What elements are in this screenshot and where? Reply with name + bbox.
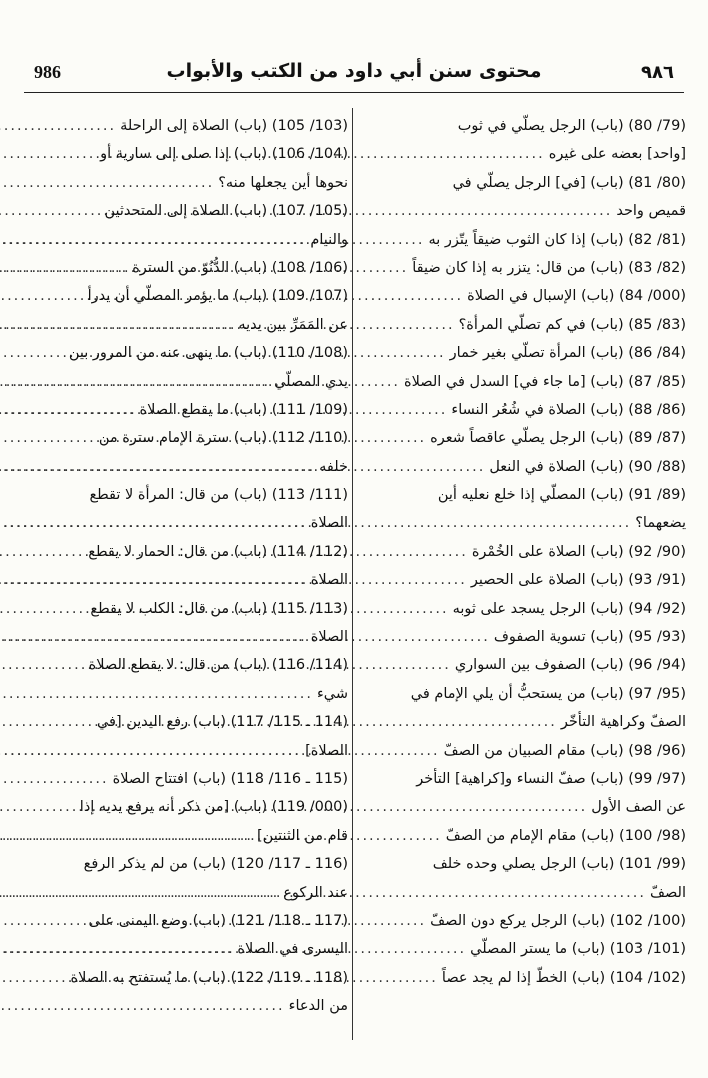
toc-entry-text: (96/ 98) (باب) مقام الصبيان من الصفّ [443, 742, 686, 759]
toc-entry-text: (118 ـ 119/ 122) (باب) ما يُستفتح به الصلاة [70, 969, 348, 986]
toc-entry-text: (83/ 85) (باب) في كم تصلّي المرأة؟ [458, 316, 686, 333]
leader-dots [0, 566, 311, 594]
toc-entry-line [36, 566, 348, 594]
toc-entry-line [356, 623, 686, 651]
toc-entry-text: (81/ 82) (باب) إذا كان الثوب ضيقاً يتّزر به [428, 231, 686, 248]
toc-entry-line [356, 311, 686, 339]
toc-entry-text: [واحد] بعضه على غيره [548, 146, 686, 163]
toc-entry-line [36, 964, 348, 992]
toc-entry-line [356, 595, 686, 623]
toc-entry-text: (80/ 81) (باب) [في] الرجل يصلّي في [452, 174, 686, 191]
toc-entry-text: (95/ 97) (باب) من يستحبُّ أن يلي الإمام في [410, 685, 686, 702]
toc-entry-text: (102/ 104) (باب) الخطّ إذا لم يجد عصاً [441, 969, 686, 986]
toc-entry-line [36, 311, 348, 339]
toc-entry-line [356, 481, 686, 509]
toc-entry-text: (116 ـ 117/ 120) (باب) من لم يذكر الرفع [83, 856, 348, 873]
toc-entry-text: (101/ 103) (باب) ما يستر المصلّي [470, 941, 686, 958]
toc-entry-line [356, 964, 686, 992]
toc-entry-line [356, 793, 686, 821]
toc-entry-text: يضعهما؟ [635, 515, 686, 532]
toc-entry-line [356, 509, 686, 537]
page-number-arabic: ٩٨٦ [641, 62, 674, 83]
toc-entry-line [36, 140, 348, 168]
toc-entry-text: (98/ 100) (باب) مقام الإمام من الصفّ [445, 827, 686, 844]
toc-entry-text: (90/ 92) (باب) الصلاة على الخُمْرة [471, 543, 686, 560]
toc-entry-line [356, 396, 686, 424]
toc-entry-line [356, 538, 686, 566]
toc-entry-line [356, 339, 686, 367]
toc-entry-line [356, 850, 686, 878]
toc-entry-text: يدي المصلّي [274, 373, 348, 390]
toc-entry-text: (103/ 105) (باب) الصلاة إلى الراحلة [120, 118, 348, 134]
toc-entry-text: (117 ـ 118/ 121) (باب) وضع اليمنى على [88, 912, 348, 929]
toc-entry-text: (114 ـ 115/ 117) (باب) رفع اليدين [في [96, 714, 348, 731]
toc-entry-text: (115 ـ 116/ 118) (باب) افتتاح الصلاة [112, 770, 348, 787]
toc-entry-line [36, 680, 348, 708]
toc-entry-text: والنيام [310, 231, 348, 248]
toc-entry-text: (110/ 112) (باب) سترة الإمام سترة من [98, 430, 348, 447]
toc-entry-line [36, 538, 348, 566]
toc-entry-line [36, 793, 348, 821]
toc-entry-text: خلفه [319, 458, 348, 475]
toc-entry-text: (105/ 107) (باب) الصلاة إلى المتحدثين [104, 203, 348, 220]
toc-entry-text: قميص واحد [616, 203, 686, 220]
toc-entry-line [36, 197, 348, 225]
toc-entry-text: (89/ 91) (باب) المصلّي إذا خلع نعليه أين [437, 487, 686, 504]
toc-entry-line [36, 282, 348, 310]
toc-entry-text: (92/ 94) (باب) الرجل يسجد على ثوبه [452, 600, 686, 617]
toc-entry-text: الصلاة [310, 629, 348, 646]
toc-entry-text: (000/ 84) (باب) الإسبال في الصلاة [467, 288, 686, 305]
toc-entry-line [36, 509, 348, 537]
toc-entry-line [36, 765, 348, 793]
toc-entry-line [356, 935, 686, 963]
toc-entry-line [356, 197, 686, 225]
toc-entry-text: (100/ 102) (باب) الرجل يركع دون الصفّ [430, 912, 686, 929]
leader-dots [0, 879, 283, 907]
toc-entry-line [36, 339, 348, 367]
toc-entry-text: عند الركوع [283, 884, 348, 901]
toc-entry-line [356, 282, 686, 310]
toc-entry-line [36, 226, 348, 254]
leader-dots [0, 737, 305, 765]
leader-dots [0, 311, 238, 339]
toc-entry-line [36, 850, 348, 878]
leader-dots [0, 453, 319, 481]
toc-entry-text: (91/ 93) (باب) الصلاة على الحصير [470, 572, 686, 589]
toc-entry-text: (79/ 80) (باب) الرجل يصلّي في ثوب [457, 118, 686, 134]
toc-entry-text: (109/ 111) (باب) ما يقطع الصلاة [139, 401, 348, 418]
toc-entry-text: نحوها أين يجعلها منه؟ [218, 174, 348, 191]
toc-entry-text: الصلاة [310, 572, 348, 589]
toc-entry-line [36, 453, 348, 481]
leader-dots [0, 396, 140, 424]
toc-entry-line [356, 112, 686, 140]
toc-entry-line [36, 822, 348, 850]
toc-entry-line [36, 708, 348, 736]
leader-dots [0, 254, 132, 282]
toc-entry-line [36, 254, 348, 282]
toc-entry-line [36, 424, 348, 452]
toc-entry-line [36, 737, 348, 765]
toc-entry-line [36, 595, 348, 623]
toc-entry-line [36, 935, 348, 963]
toc-entry-text: من الدعاء [288, 998, 348, 1015]
toc-entry-line [36, 879, 348, 907]
toc-entry-text: (107/ 109) (باب) ما يؤمر المصلّي أن يدرأ [87, 288, 348, 305]
toc-entry-line [356, 651, 686, 679]
toc-entry-line [356, 765, 686, 793]
toc-entry-line [356, 737, 686, 765]
toc-entry-line [36, 396, 348, 424]
toc-entry-text: (112/ 114) (باب) من قال: الحمار لا يقطع [88, 543, 348, 560]
toc-entry-text: الصلاة [310, 515, 348, 532]
toc-entry-text: قام من الثنتين] [257, 827, 348, 844]
toc-entry-text: (86/ 88) (باب) الصلاة في شُعُر النساء [451, 401, 686, 418]
toc-entry-text: (106/ 108) (باب) الدُّنُوّ من السترة [132, 259, 348, 276]
toc-entry-line [36, 112, 348, 140]
toc-entry-line [356, 424, 686, 452]
toc-entry-line [36, 992, 348, 1020]
toc-entry-text: الصفّ وكراهية التأخّر [560, 714, 686, 731]
toc-entry-text: (82/ 83) (باب) من قال: يتزر به إذا كان ضيقاً [412, 259, 686, 276]
leader-dots [0, 509, 311, 537]
leader-dots [0, 226, 310, 254]
toc-entry-line [356, 226, 686, 254]
toc-entry-line [356, 879, 686, 907]
toc-entry-line [356, 680, 686, 708]
toc-entry-line [356, 708, 686, 736]
toc-column-right [356, 112, 686, 992]
toc-entry-text: (114/ 116) (باب) من قال: لا يقطع الصلاة [88, 657, 348, 674]
toc-entry-line [356, 254, 686, 282]
toc-entry-text: (85/ 87) (باب) [ما جاء في] السدل في الصلاة [404, 373, 686, 390]
toc-entry-line [36, 907, 348, 935]
toc-entry-text: الصفّ [649, 884, 686, 901]
leader-dots [0, 169, 218, 197]
leader-dots [0, 368, 274, 396]
toc-entry-line [356, 453, 686, 481]
toc-entry-line [36, 368, 348, 396]
toc-entry-line [36, 481, 348, 509]
toc-entry-text: (111/ 113) (باب) من قال: المرأة لا تقطع [89, 487, 348, 504]
leader-dots [0, 112, 120, 140]
toc-entry-line [356, 368, 686, 396]
toc-entry-text: (108/ 110) (باب) ما ينهى عنه من المرور بين [68, 345, 348, 362]
page-title: محتوى سنن أبي داود من الكتب والأبواب [166, 60, 542, 82]
page-number-latin: 986 [34, 62, 61, 82]
leader-dots [0, 680, 317, 708]
toc-entry-line [36, 623, 348, 651]
toc-entry-line [356, 140, 686, 168]
toc-entry-text: (000/ 119) (باب) [من ذكر أنه يرفع يديه إذا [79, 799, 348, 816]
toc-entry-text: (104/ 106) (باب) إذا صلى إلى سارية أو [100, 146, 348, 163]
toc-entry-text: شيء [316, 685, 348, 702]
toc-entry-text: (97/ 99) (باب) صفّ النساء و[كراهية] التأخر [416, 770, 686, 787]
toc-entry-text: (93/ 95) (باب) تسوية الصفوف [493, 629, 686, 646]
leader-dots [0, 935, 237, 963]
toc-entry-text: اليسرى في الصلاة [237, 941, 348, 958]
toc-entry-line [356, 907, 686, 935]
toc-entry-text: (94/ 96) (باب) الصفوف بين السواري [454, 657, 686, 674]
toc-entry-text: الصلاة] [305, 742, 348, 759]
toc-entry-line [36, 651, 348, 679]
toc-entry-text: (88/ 90) (باب) الصلاة في النعل [489, 458, 686, 475]
page-header [24, 60, 684, 93]
toc-entry-text: (87/ 89) (باب) الرجل يصلّي عاقصاً شعره [430, 430, 686, 447]
toc-entry-text: (99/ 101) (باب) الرجل يصلي وحده خلف [432, 856, 686, 873]
toc-entry-line [356, 169, 686, 197]
toc-entry-text: (84/ 86) (باب) المرأة تصلّي بغير خمار [449, 345, 686, 362]
toc-entry-text: عن المَمَرِّ بين يديه [238, 316, 348, 333]
leader-dots [0, 765, 113, 793]
toc-entry-text: (113/ 115) (باب) من قال: الكلب لا يقطع [90, 600, 348, 617]
toc-column-left [36, 112, 348, 1021]
toc-entry-line [356, 566, 686, 594]
leader-dots [0, 822, 257, 850]
toc-entry-line [36, 169, 348, 197]
toc-entry-text: عن الصف الأول [591, 799, 686, 816]
leader-dots [0, 992, 289, 1020]
leader-dots [0, 623, 311, 651]
toc-entry-line [356, 822, 686, 850]
